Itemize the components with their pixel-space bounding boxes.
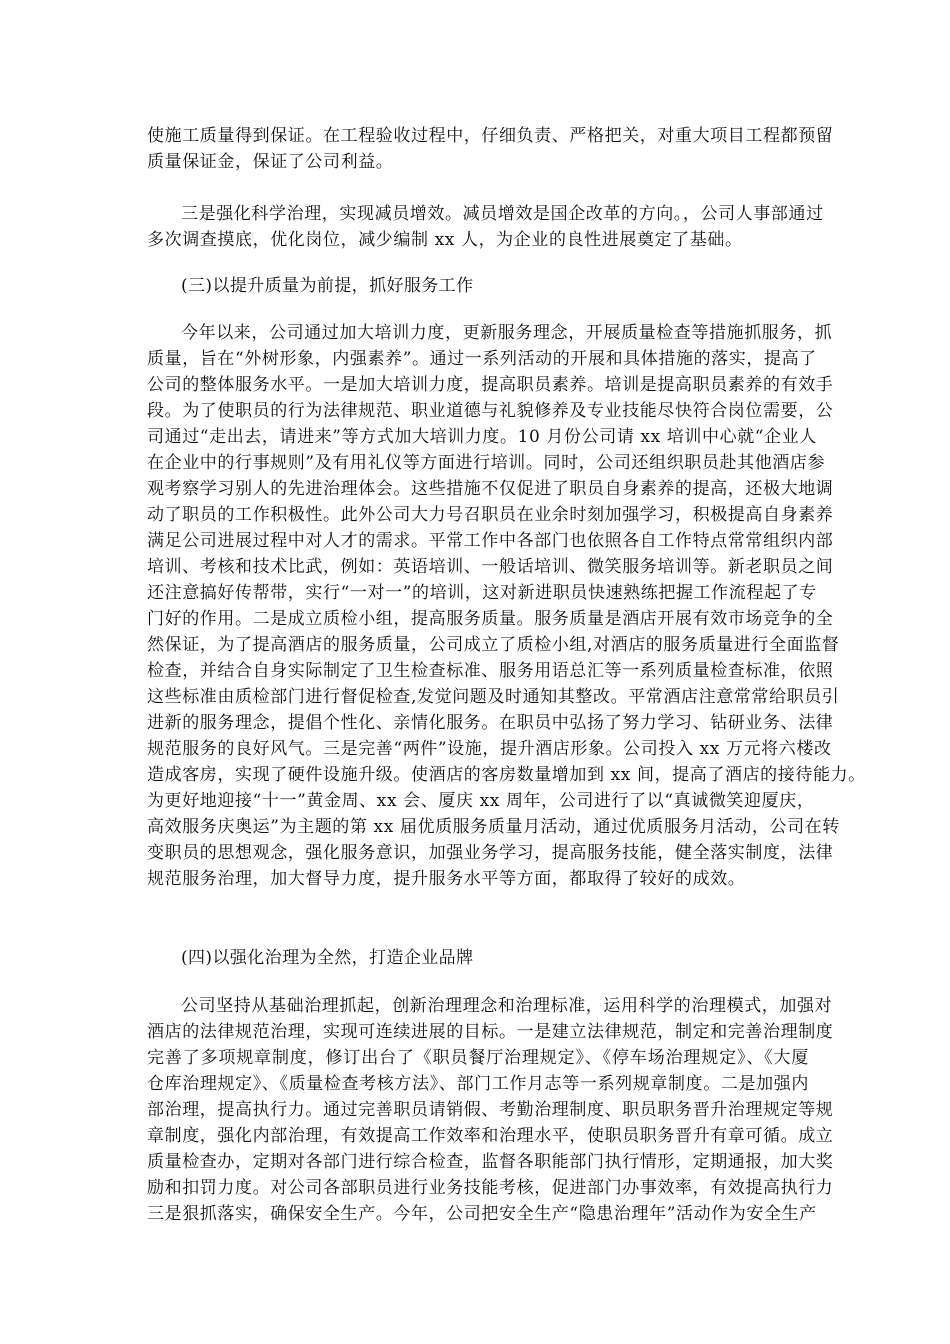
paragraph-line: 质量检查办，定期对各部门进行综合检查，监督各职能部门执行情形，定期通报，加大奖 <box>147 1152 834 1172</box>
paragraph-line: 进新的服务理念，提倡个性化、亲情化服务。在职员中弘扬了努力学习、钻研业务、法律 <box>147 713 834 733</box>
paragraph-line: 今年以来，公司通过加大培训力度，更新服务理念，开展质量检查等措施抓服务，抓 <box>181 323 833 343</box>
paragraph-line: 检查，并结合自身实际制定了卫生检查标准、服务用语总汇等一系列质量检查标准，依照 <box>147 661 834 681</box>
section-heading: (四)以强化治理为全然，打造企业品牌 <box>181 948 474 968</box>
paragraph-line: 观考察学习别人的先进治理体会。这些措施不仅促进了职员自身素养的提高，还极大地调 <box>147 479 834 499</box>
paragraph-line: 动了职员的工作积极性。此外公司大力号召职员在业余时刻加强学习，积极提高自身素养 <box>147 505 834 525</box>
paragraph-line: 为更好地迎接“十一”黄金周、xx 会、厦庆 xx 周年，公司进行了以“真诚微笑迎厦庆， <box>147 791 815 811</box>
paragraph-line: 在企业中的行事规则”及有用礼仪等方面进行培训。同时，公司还组织职员赴其他酒店参 <box>147 453 826 473</box>
paragraph-management <box>147 993 834 1227</box>
paragraph-line: 质量，旨在“外树形象，内强素养”。通过一系列活动的开展和具体措施的落实，提高了 <box>147 349 817 369</box>
paragraph-line: 章制度，强化内部治理，有效提高工作效率和治理水平，使职员职务晋升有章可循。成立 <box>147 1126 834 1146</box>
paragraph-line: 还注意搞好传帮带，实行“一对一”的培训，这对新进职员快速熟练把握工作流程起了专 <box>147 583 817 603</box>
paragraph-line: 培训、考核和技术比武，例如：英语培训、一般话培训、微笑服务培训等。新老职员之间 <box>147 557 834 577</box>
paragraph-line: 仓库治理规定》、《质量检查考核方法》、部门工作月志等一系列规章制度。二是加强内 <box>147 1074 809 1094</box>
paragraph-line: 质量保证金，保证了公司利益。 <box>147 152 394 172</box>
section-heading-service <box>147 273 809 299</box>
paragraph-line: 造成客房，实现了硬件设施升级。使酒店的客房数量增加到 xx 间，提高了酒店的接待能力。 <box>147 765 866 785</box>
paragraph-service-quality <box>147 320 866 892</box>
paragraph-line: 三是狠抓落实，确保安全生产。今年，公司把安全生产“隐患治理年”活动作为安全生产 <box>147 1204 817 1224</box>
paragraph-continuation <box>147 123 834 175</box>
paragraph-line: 满足公司进展过程中对人才的需求。平常工作中各部门也依照各自工作特点常常组织内部 <box>147 531 834 551</box>
paragraph-line: 部治理，提高执行力。通过完善职员请销假、考勤治理制度、职员职务晋升治理规定等规 <box>147 1100 834 1120</box>
section-heading-management <box>147 945 809 971</box>
paragraph-line: 使施工质量得到保证。在工程验收过程中，仔细负责、严格把关，对重大项目工程都预留 <box>147 126 834 146</box>
paragraph-line: 司通过“走出去，请进来”等方式加大培训力度。10 月份公司请 xx 培训中心就“企业人 <box>147 427 817 447</box>
paragraph-line: 规范服务的良好风气。三是完善“两件”设施，提升酒店形象。公司投入 xx 万元将六楼改 <box>147 739 832 759</box>
paragraph-line: 三是强化科学治理，实现减员增效。减员增效是国企改革的方向。，公司人事部通过 <box>181 204 824 224</box>
paragraph-line: 公司的整体服务水平。一是加大培训力度，提高职员素养。培训是提高职员素养的有效手 <box>147 375 834 395</box>
paragraph-line: 门好的作用。二是成立质检小组，提高服务质量。服务质量是酒店开展有效市场竞争的全 <box>147 609 834 629</box>
paragraph-staff-reduction <box>147 201 824 253</box>
paragraph-line: 变职员的思想观念，强化服务意识，加强业务学习，提高服务技能，健全落实制度，法律 <box>147 843 834 863</box>
paragraph-line: 完善了多项规章制度，修订出台了《职员餐厅治理规定》、《停车场治理规定》、《大厦 <box>147 1048 809 1068</box>
section-heading: (三)以提升质量为前提，抓好服务工作 <box>181 276 474 296</box>
paragraph-line: 高效服务庆奥运”为主题的第 xx 届优质服务质量月活动，通过优质服务月活动，公司在转 <box>147 817 840 837</box>
paragraph-line: 规范服务治理，加大督导力度，提升服务水平等方面，都取得了较好的成效。 <box>147 869 746 889</box>
paragraph-line: 励和扣罚力度。对公司各部职员进行业务技能考核，促进部门办事效率，有效提高执行力 <box>147 1178 834 1198</box>
paragraph-line: 然保证，为了提高酒店的服务质量，公司成立了质检小组,对酒店的服务质量进行全面监督 <box>147 635 840 655</box>
paragraph-line: 多次调查摸底，优化岗位，减少编制 xx 人，为企业的良性进展奠定了基础。 <box>147 230 743 250</box>
paragraph-line: 酒店的法律规范治理，实现可连续进展的目标。一是建立法律规范，制定和完善治理制度 <box>147 1022 834 1042</box>
paragraph-line: 段。为了使职员的行为法律规范、职业道德与礼貌修养及专业技能尽快符合岗位需要，公 <box>147 401 834 421</box>
paragraph-line: 这些标准由质检部门进行督促检查,发觉问题及时通知其整改。平常酒店注意常常给职员引 <box>147 687 840 707</box>
paragraph-line: 公司坚持从基础治理抓起，创新治理理念和治理标准，运用科学的治理模式，加强对 <box>181 996 833 1016</box>
